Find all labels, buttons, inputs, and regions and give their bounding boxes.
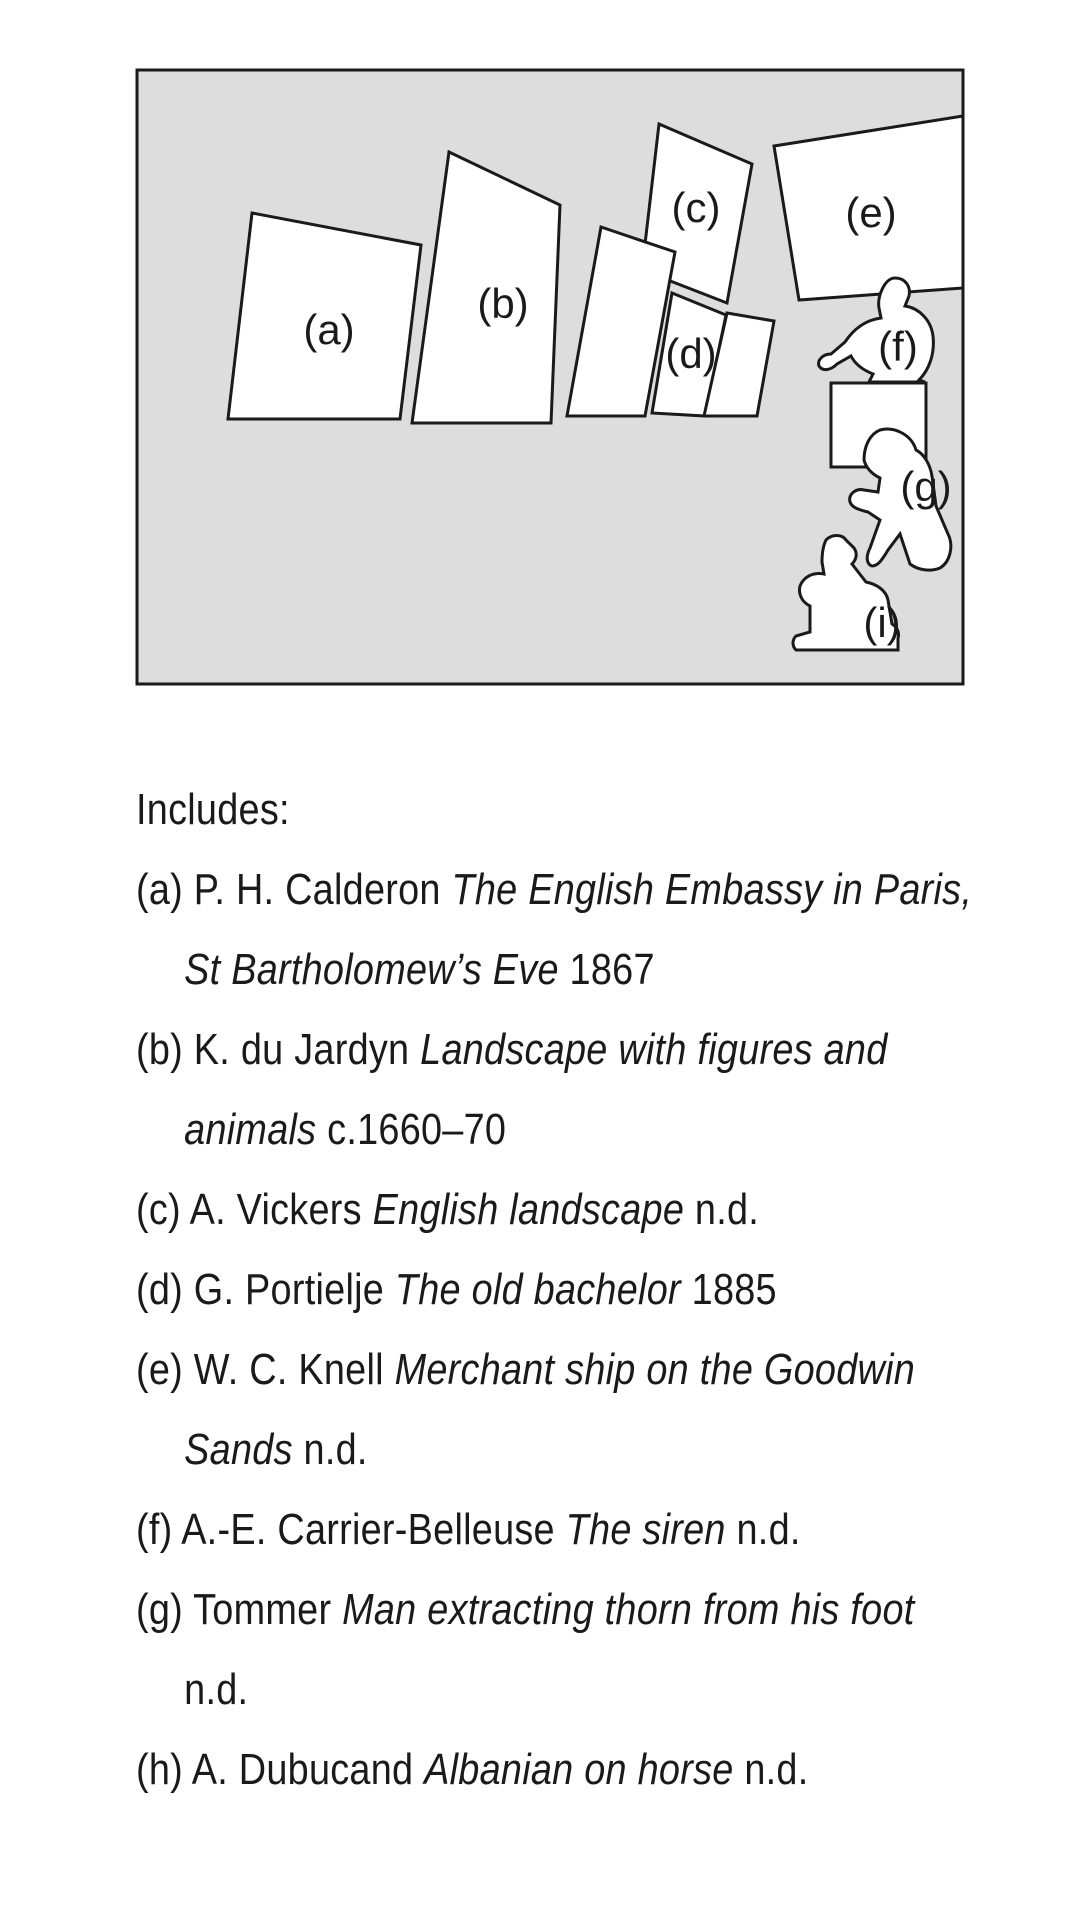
entry-key: (f) (136, 1505, 173, 1554)
entry-date: n.d. (736, 1505, 801, 1554)
entry-artist: W. C. Knell (193, 1345, 384, 1394)
frame-label-d: (d) (665, 330, 717, 378)
entry-d (136, 1250, 910, 1330)
entry-title-continued: St Bartholomew’s Eve (184, 945, 559, 994)
frame-label-e: (e) (845, 189, 897, 237)
caption-block (136, 770, 973, 1810)
entry-date: n.d. (694, 1185, 760, 1234)
entry-title: Albanian on horse (424, 1745, 734, 1794)
entry-artist: K. du Jardyn (193, 1025, 410, 1074)
entry-artist: A. Dubucand (191, 1745, 414, 1794)
entry-f (136, 1490, 910, 1570)
entry-key: (e) (136, 1345, 184, 1394)
entry-title: Man extracting thorn from his foot (342, 1585, 915, 1634)
entry-key: (h) (136, 1745, 184, 1794)
frame-label-g: (g) (900, 463, 952, 511)
entry-key: (a) (136, 865, 184, 914)
entry-date: n.d. (303, 1425, 368, 1474)
frame-label-b: (b) (477, 280, 529, 328)
entry-title: The siren (565, 1505, 726, 1554)
entry-e (136, 1330, 916, 1490)
entry-key: (c) (136, 1185, 181, 1234)
entry-title-continued: animals (184, 1105, 317, 1154)
entry-a (136, 850, 973, 1010)
entry-date: 1867 (569, 945, 655, 994)
entry-title: The old bachelor (394, 1265, 681, 1314)
entry-c (136, 1170, 910, 1250)
entry-key: (d) (136, 1265, 184, 1314)
frame-label-i: (i) (863, 599, 901, 647)
frame-label-a: (a) (303, 306, 355, 354)
entry-date: n.d. (744, 1745, 809, 1794)
entry-key: (b) (136, 1025, 184, 1074)
entry-title: Landscape with figures and (420, 1025, 888, 1074)
entry-title: English landscape (372, 1185, 685, 1234)
entry-artist: G. Portielje (193, 1265, 385, 1314)
entry-title: The English Embassy in Paris, (451, 865, 973, 914)
frame-label-c: (c) (671, 184, 721, 232)
frame-label-f: (f) (878, 323, 918, 371)
entry-date: 1885 (691, 1265, 777, 1314)
entry-title: Merchant ship on the Goodwin (394, 1345, 916, 1394)
entry-artist: A. Vickers (189, 1185, 362, 1234)
entry-key: (g) (136, 1585, 184, 1634)
entry-b (136, 1010, 910, 1170)
entry-date: n.d. (184, 1665, 249, 1714)
entry-g (136, 1570, 915, 1730)
gallery-wall-diagram (0, 0, 1084, 700)
entry-artist: A.-E. Carrier-Belleuse (181, 1505, 555, 1554)
entry-date: c.1660–70 (327, 1105, 507, 1154)
entry-title-continued: Sands (184, 1425, 293, 1474)
entry-h (136, 1730, 910, 1810)
entry-artist: P. H. Calderon (193, 865, 441, 914)
entry-artist: Tommer (193, 1585, 332, 1634)
caption-intro: Includes: (136, 785, 290, 834)
